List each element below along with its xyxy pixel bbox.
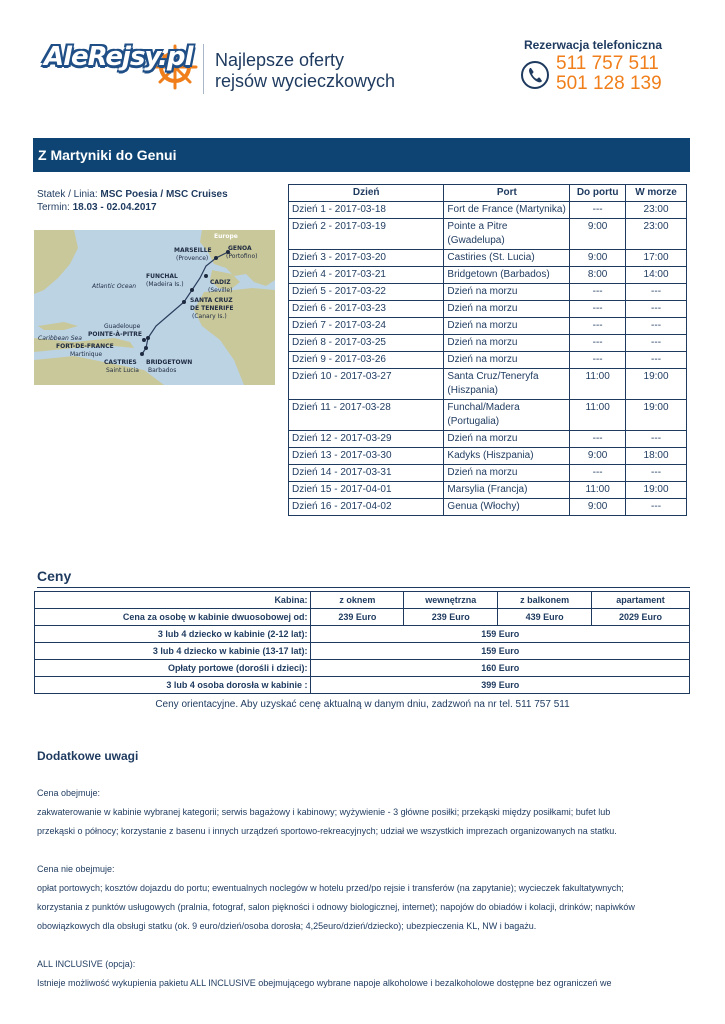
itinerary-table — [288, 184, 687, 516]
port-fees-label: Opłaty portowe (dorośli i dzieci): — [35, 660, 311, 677]
term-value: 18.03 - 02.04.2017 — [72, 202, 157, 213]
itinerary-port: Pointe a Pitre (Gwadelupa) — [444, 219, 570, 250]
itinerary-day: Dzień 2 - 2017-03-19 — [289, 219, 444, 250]
itinerary-day: Dzień 11 - 2017-03-28 — [289, 400, 444, 431]
map-label-genoa: GENOA — [228, 245, 252, 252]
itinerary-port: Santa Cruz/Teneryfa (Hiszpania) — [444, 369, 570, 400]
header-divider — [203, 44, 204, 94]
price-adult-label: 3 lub 4 osoba dorosła w kabinie : — [35, 677, 311, 694]
itinerary-day: Dzień 16 - 2017-04-02 — [289, 499, 444, 516]
itinerary-departure: --- — [626, 335, 687, 352]
itinerary-departure: --- — [626, 284, 687, 301]
price-child-2-12-label: 3 lub 4 dziecko w kabinie (2-12 lat): — [35, 626, 311, 643]
col-arrival: Do portu — [570, 185, 626, 202]
map-label-fortdefrance: FORT-DE-FRANCE — [56, 343, 114, 350]
price-row-double — [35, 609, 690, 626]
price-child-2-12: 159 Euro — [311, 626, 690, 643]
itinerary-port: Castiries (St. Lucia) — [444, 250, 570, 267]
map-label-santacruz-2: DE TENERIFE — [190, 305, 234, 312]
itinerary-departure: 19:00 — [626, 482, 687, 499]
map-label-guadeloupe: Guadeloupe — [104, 323, 141, 330]
cabin-type-balcony: z balkonem — [498, 592, 592, 609]
itinerary-row — [289, 335, 687, 352]
itinerary-arrival: --- — [570, 301, 626, 318]
itinerary-port: Kadyks (Hiszpania) — [444, 448, 570, 465]
itinerary-row — [289, 352, 687, 369]
itinerary-arrival: 9:00 — [570, 499, 626, 516]
itinerary-row — [289, 284, 687, 301]
itinerary-day: Dzień 4 - 2017-03-21 — [289, 267, 444, 284]
price-balcony: 439 Euro — [498, 609, 592, 626]
ship-line — [37, 188, 228, 201]
itinerary-header-row — [289, 185, 687, 202]
map-label-portofino: (Portofino) — [226, 253, 258, 260]
itinerary-departure: --- — [626, 352, 687, 369]
itinerary-port: Funchal/Madera (Portugalia) — [444, 400, 570, 431]
port-fees: 160 Euro — [311, 660, 690, 677]
map-label-marseille: MARSEILLE — [174, 247, 212, 254]
itinerary-row — [289, 431, 687, 448]
price-window: 239 Euro — [311, 609, 404, 626]
itinerary-row — [289, 499, 687, 516]
includes-line-2: przekąski o północy; korzystanie z basenu i innych urządzeń sportowo-rekreacyjnych; udział we wszystkich imprezach organizowanych na statku. — [37, 826, 617, 836]
itinerary-row — [289, 250, 687, 267]
itinerary-arrival: --- — [570, 318, 626, 335]
map-label-santacruz-1: SANTA CRUZ — [190, 297, 233, 304]
price-suite: 2029 Euro — [592, 609, 690, 626]
itinerary-arrival: --- — [570, 335, 626, 352]
itinerary-departure: --- — [626, 499, 687, 516]
prices-note: Ceny orientacyjne. Aby uzyskać cenę aktualną w danym dniu, zadzwoń na nr tel. 511 757 511 — [155, 699, 570, 710]
itinerary-day: Dzień 15 - 2017-04-01 — [289, 482, 444, 499]
price-row-child-2-12 — [35, 626, 690, 643]
itinerary-port: Dzień na morzu — [444, 431, 570, 448]
itinerary-arrival: 9:00 — [570, 250, 626, 267]
itinerary-arrival: 9:00 — [570, 448, 626, 465]
itinerary-day: Dzień 13 - 2017-03-30 — [289, 448, 444, 465]
cruise-title-bar — [33, 138, 690, 172]
itinerary-body — [289, 202, 687, 516]
ship-info — [37, 188, 228, 214]
excludes-line-1: opłat portowych; kosztów dojazdu do portu; ewentualnych noclegów w hotelu przed/po rejsie i transferów (na zapytanie); wycieczek fakultatywnych; — [37, 883, 624, 893]
tagline — [215, 50, 395, 92]
map-label-castries: CASTRIES — [104, 359, 137, 366]
cruise-title: Z Martyniki do Genui — [38, 147, 177, 163]
cabin-type-inside: wewnętrzna — [404, 592, 498, 609]
price-child-13-17: 159 Euro — [311, 643, 690, 660]
itinerary-departure: --- — [626, 431, 687, 448]
tagline-line-1: Najlepsze oferty — [215, 50, 345, 70]
itinerary-port: Marsylia (Francja) — [444, 482, 570, 499]
col-departure: W morze — [626, 185, 687, 202]
term-label: Termin: — [37, 202, 70, 213]
col-port: Port — [444, 185, 570, 202]
itinerary-departure: 17:00 — [626, 250, 687, 267]
logo[interactable]: AleRejsy.pl — [44, 42, 193, 72]
itinerary-day: Dzień 8 - 2017-03-25 — [289, 335, 444, 352]
itinerary-row — [289, 448, 687, 465]
itinerary-arrival: --- — [570, 431, 626, 448]
map-label-saintlucia: Saint Lucia — [106, 367, 139, 374]
includes-line-1: zakwaterowanie w kabinie wybranej kategorii; serwis bagażowy i kabinowy; wyżywienie - 3 główne posiłki; przekąski między posiłkami; bufet lub — [37, 807, 611, 817]
itinerary-departure: --- — [626, 301, 687, 318]
itinerary-arrival: --- — [570, 202, 626, 219]
itinerary-day: Dzień 14 - 2017-03-31 — [289, 465, 444, 482]
itinerary-row — [289, 301, 687, 318]
map-label-provence: (Provence) — [176, 255, 209, 262]
tagline-line-2: rejsów wycieczkowych — [215, 71, 396, 91]
map-label-pointe: POINTE-À-PITRE — [88, 331, 143, 338]
price-inside: 239 Euro — [404, 609, 498, 626]
excludes-line-2: korzystania z punktów usługowych (pralnia, fotograf, salon piękności i odnowy biologicznej, internet); napojów do obiadów i kolacji, drinków; napiwków — [37, 902, 635, 912]
itinerary-arrival: 9:00 — [570, 219, 626, 250]
itinerary-port: Dzień na morzu — [444, 284, 570, 301]
map-label-funchal: FUNCHAL — [146, 273, 178, 280]
itinerary-day: Dzień 5 - 2017-03-22 — [289, 284, 444, 301]
prices-table — [34, 591, 690, 694]
map-label-seville: (Seville) — [208, 287, 233, 294]
itinerary-departure: --- — [626, 465, 687, 482]
itinerary-day: Dzień 1 - 2017-03-18 — [289, 202, 444, 219]
phone-icon — [520, 60, 550, 90]
cabin-type-window: z oknem — [311, 592, 404, 609]
itinerary-port: Fort de France (Martynika) — [444, 202, 570, 219]
itinerary-departure: 23:00 — [626, 219, 687, 250]
allinclusive-line-1: Istnieje możliwość wykupienia pakietu ALL INCLUSIVE obejmującego wybrane napoje alkoholowe i bezalkoholowe dostępne bez ograniczeń we — [37, 978, 612, 988]
itinerary-row — [289, 202, 687, 219]
itinerary-row — [289, 400, 687, 431]
itinerary-arrival: --- — [570, 284, 626, 301]
ship-value: MSC Poesia / MSC Cruises — [100, 189, 228, 200]
itinerary-arrival: --- — [570, 465, 626, 482]
term-line — [37, 201, 228, 214]
phone-number-2[interactable]: 501 128 139 — [556, 73, 662, 94]
itinerary-departure: 19:00 — [626, 400, 687, 431]
price-row-port-fees — [35, 660, 690, 677]
itinerary-row — [289, 267, 687, 284]
itinerary-row — [289, 318, 687, 335]
itinerary-day: Dzień 12 - 2017-03-29 — [289, 431, 444, 448]
price-row-cabins — [35, 592, 690, 609]
map-label-caribbean: Caribbean Sea — [38, 335, 82, 342]
itinerary-departure: 19:00 — [626, 369, 687, 400]
itinerary-arrival: 8:00 — [570, 267, 626, 284]
itinerary-row — [289, 219, 687, 250]
itinerary-day: Dzień 9 - 2017-03-26 — [289, 352, 444, 369]
price-double-label: Cena za osobę w kabinie dwuosobowej od: — [35, 609, 311, 626]
itinerary-arrival: 11:00 — [570, 369, 626, 400]
map-label-europe: Europe — [214, 233, 238, 240]
itinerary-port: Dzień na morzu — [444, 335, 570, 352]
price-row-child-13-17 — [35, 643, 690, 660]
prices-divider — [37, 587, 690, 588]
ship-label: Statek / Linia: — [37, 189, 98, 200]
notes-heading: Dodatkowe uwagi — [37, 749, 139, 763]
notes-body — [37, 784, 692, 993]
itinerary-arrival: 11:00 — [570, 400, 626, 431]
map-label-madeira: (Madeira Is.) — [146, 281, 184, 288]
map-label-martinique: Martinique — [70, 351, 103, 358]
excludes-label: Cena nie obejmuje: — [37, 864, 115, 874]
itinerary-port: Dzień na morzu — [444, 318, 570, 335]
itinerary-port: Dzień na morzu — [444, 301, 570, 318]
itinerary-arrival: 11:00 — [570, 482, 626, 499]
itinerary-day: Dzień 10 - 2017-03-27 — [289, 369, 444, 400]
itinerary-departure: --- — [626, 318, 687, 335]
route-map — [34, 230, 275, 385]
itinerary-departure: 23:00 — [626, 202, 687, 219]
itinerary-departure: 14:00 — [626, 267, 687, 284]
map-label-barbados: Barbados — [148, 367, 177, 374]
price-child-13-17-label: 3 lub 4 dziecko w kabinie (13-17 lat): — [35, 643, 311, 660]
map-label-cadiz: CADIZ — [210, 279, 231, 286]
price-adult: 399 Euro — [311, 677, 690, 694]
itinerary-departure: 18:00 — [626, 448, 687, 465]
itinerary-day: Dzień 3 - 2017-03-20 — [289, 250, 444, 267]
itinerary-row — [289, 482, 687, 499]
itinerary-row — [289, 465, 687, 482]
map-label-canary: (Canary Is.) — [192, 313, 227, 320]
itinerary-port: Genua (Włochy) — [444, 499, 570, 516]
map-label-atlantic: Atlantic Ocean — [92, 283, 137, 290]
page-header — [0, 0, 725, 130]
map-label-bridgetown: BRIDGETOWN — [146, 359, 193, 366]
itinerary-port: Dzień na morzu — [444, 465, 570, 482]
itinerary-port: Dzień na morzu — [444, 352, 570, 369]
price-row-adult — [35, 677, 690, 694]
prices-heading: Ceny — [37, 568, 72, 584]
itinerary-day: Dzień 7 - 2017-03-24 — [289, 318, 444, 335]
includes-label: Cena obejmuje: — [37, 788, 101, 798]
excludes-line-3: obowiązkowych dla obsługi statku (ok. 9 euro/dzień/osoba dorosła; 4,25euro/dzień/dziecko); ubezpieczenia KL, NW i bagażu. — [37, 921, 537, 931]
cabin-type-suite: apartament — [592, 592, 690, 609]
col-day: Dzień — [289, 185, 444, 202]
phone-booking — [520, 38, 700, 94]
phone-title: Rezerwacja telefoniczna — [523, 38, 662, 52]
cabin-label: Kabina: — [35, 592, 311, 609]
allinclusive-label: ALL INCLUSIVE (opcja): — [37, 959, 136, 969]
itinerary-row — [289, 369, 687, 400]
itinerary-arrival: --- — [570, 352, 626, 369]
itinerary-day: Dzień 6 - 2017-03-23 — [289, 301, 444, 318]
itinerary-port: Bridgetown (Barbados) — [444, 267, 570, 284]
phone-number-1[interactable]: 511 757 511 — [556, 53, 659, 74]
